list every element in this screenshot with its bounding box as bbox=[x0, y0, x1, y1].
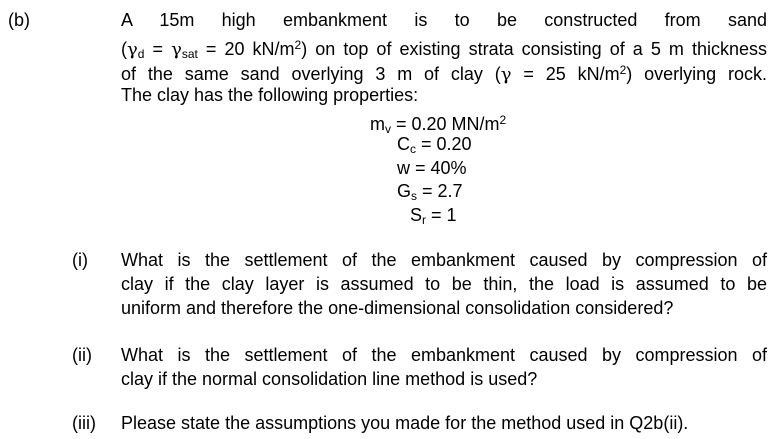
question-2-line-2: clay if the normal consolidation line method is used? bbox=[121, 369, 538, 389]
question-2-label: (ii) bbox=[72, 345, 92, 365]
question-1-line-1: What is the settlement of the embankment caused by compression of bbox=[121, 250, 767, 270]
question-1-line-2: clay if the clay layer is assumed to be thin, the load is assumed to be bbox=[121, 274, 767, 294]
property-cc: $C_c = 0.20$ bbox=[397, 134, 472, 156]
property-w: w = 40% bbox=[397, 158, 467, 178]
intro-line-4: The clay has the following properties: bbox=[121, 85, 419, 105]
question-3-line-1: Please state the assumptions you made for the method used in Q2b(ii). bbox=[121, 413, 689, 433]
intro-line-2: ($\gamma_d = \gamma_{sat} = 20$ $kN/m^2$) on top of existing strata consisting of a 5 m thickness bbox=[121, 38, 768, 61]
part-label: (b) bbox=[8, 10, 30, 30]
property-sr: $S_r = 1$ bbox=[410, 205, 457, 227]
property-mv: $m_v = 0.20$ $MN/m^2$ bbox=[370, 113, 507, 136]
intro-line-1: A 15m high embankment is to be constructed from sand bbox=[121, 10, 767, 30]
question-3-label: (iii) bbox=[72, 413, 96, 433]
property-gs: $G_s = 2.7$ bbox=[397, 181, 463, 203]
question-1-line-3: uniform and therefore the one-dimensional consolidation considered? bbox=[121, 298, 674, 318]
intro-line-3: of the same sand overlying 3 m of clay (γ = 25 $kN/m^2$) overlying rock. bbox=[121, 63, 767, 85]
question-1-label: (i) bbox=[72, 250, 88, 270]
question-2-line-1: What is the settlement of the embankment caused by compression of bbox=[121, 345, 767, 365]
